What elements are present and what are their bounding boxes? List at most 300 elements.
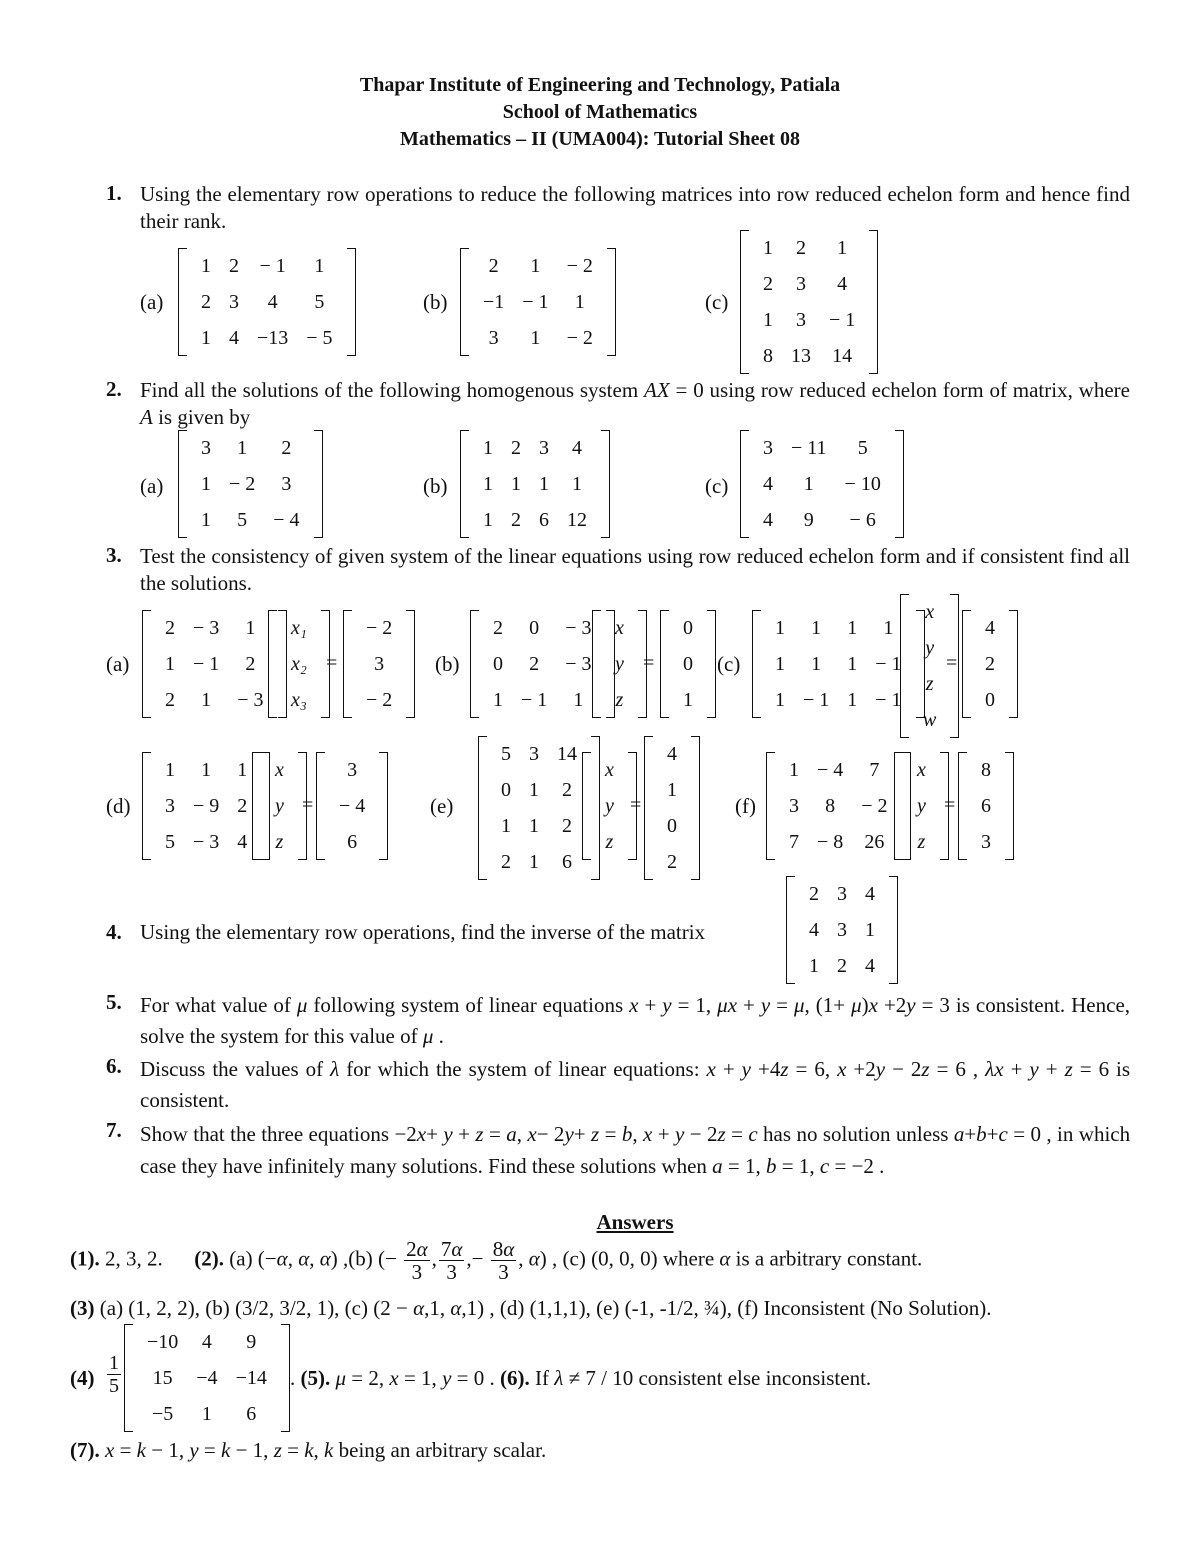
matrix-cell: 0 [683,616,693,639]
matrix-cell: 1 [201,254,211,277]
matrix-row [914,630,945,666]
matrix-cell: 2 [985,652,995,675]
matrix-cell: 1 [837,236,848,259]
matrix-row [976,682,1004,718]
q2c-label: (c) [705,474,729,498]
bracket-right [1009,610,1018,718]
matrix-row [492,844,586,880]
matrix-cell: − 1 [193,652,220,675]
q2c-matrix [740,430,904,538]
matrix-cell: 2 [796,236,806,259]
matrix-grid [484,610,601,718]
matrix-cell: − 9 [193,794,220,817]
matrix-cell: x [605,758,614,781]
matrix-cell: 5 [857,436,868,459]
matrix-grid [976,610,1004,718]
matrix-cell: 4 [237,830,248,853]
matrix-row [156,682,273,718]
matrix-cell: 1 [539,472,549,495]
matrix-row [596,752,623,788]
matrix-cell: 1 [847,652,858,675]
matrix-row [474,320,602,356]
matrix-row [914,594,945,630]
matrix-cell: −10 [147,1330,179,1353]
sheet-title: Mathematics – II (UMA004): Tutorial Sheet 08 [400,128,800,150]
q5-number: 5. [106,990,122,1014]
matrix-cell: − 3 [193,830,220,853]
q4-text: Using the elementary row operations, find the inverse of the matrix [140,920,706,944]
matrix-cell: 0 [683,652,693,675]
matrix-cell: 26 [864,830,885,853]
q3a-var-matrix [268,610,330,718]
matrix-cell: 1 [483,508,493,531]
matrix-cell: 2 [511,436,521,459]
matrix-cell: − 8 [817,830,844,853]
matrix-grid [606,610,633,718]
matrix-grid [156,610,273,718]
matrix-cell: 8 [981,758,991,781]
matrix-row [192,320,342,356]
matrix-cell: − 5 [306,326,333,349]
matrix-row [474,284,602,320]
matrix-cell: 2 [237,794,248,817]
matrix-cell: − 4 [339,794,366,817]
matrix-cell: 3 [529,742,539,765]
bracket-right [889,876,898,984]
bracket-left [460,248,469,356]
matrix-cell: w [923,708,937,731]
bracket-left [142,752,151,860]
matrix-cell: − 2 [566,326,593,349]
matrix-row [266,824,293,860]
matrix-row [780,752,897,788]
matrix-grid [282,610,316,718]
matrix-cell: x [615,616,624,639]
q7-text: Show that the three equations −2x+ y + z = a, x− 2y+ z = b, x + y − 2z = c has no solution unless a+b+c = 0 , in which case they have infinitely many solutions. Find these solutions when a = 1, b = 1, c = −2 . [140,1122,1131,1178]
q3a-equals: = [326,652,338,674]
matrix-row [972,788,1000,824]
bracket-left [316,752,325,860]
matrix-cell: 1 [201,508,211,531]
matrix-row [754,430,890,466]
q2-number: 2. [106,377,122,401]
matrix-cell: − 2 [366,616,393,639]
bracket-right [691,736,700,880]
matrix-cell: z [925,672,934,695]
matrix-cell: 4 [572,436,582,459]
matrix-cell: 0 [529,616,540,639]
matrix-row [474,430,596,466]
matrix-cell: 1 [775,652,785,675]
q3c-label: (c) [717,652,741,676]
matrix-cell: 1 [529,778,539,801]
bracket-left [958,752,967,860]
matrix-row [474,248,602,284]
matrix-row [800,876,884,912]
matrix-cell: 1 [574,290,585,313]
matrix-cell: − 1 [259,254,286,277]
q3f-equals: = [944,794,956,816]
matrix-row [766,682,911,718]
q3d-rhs-matrix [316,752,388,860]
matrix-cell: 1 [811,652,822,675]
matrix-cell: 1 [573,688,584,711]
matrix-cell: 5 [165,830,175,853]
matrix-row [606,610,633,646]
matrix-row [492,772,586,808]
matrix-cell: − 3 [237,688,264,711]
matrix-cell: 15 [152,1366,173,1389]
matrix-cell: 1 [237,436,248,459]
bracket-left [660,610,669,718]
bracket-left [592,610,601,718]
matrix-cell: − 6 [849,508,876,531]
matrix-cell: 1 [865,918,875,941]
matrix-row [606,646,633,682]
matrix-cell: 1 [165,652,175,675]
bracket-left [900,594,909,738]
q3b-var-matrix [592,610,647,718]
matrix-cell: 1 [201,688,212,711]
matrix-cell: 13 [791,344,811,367]
matrix-cell: y [917,794,926,817]
matrix-cell: 1 [201,472,211,495]
matrix-cell: 1 [201,326,211,349]
matrix-cell: 1 [775,616,785,639]
matrix-cell: 4 [763,472,773,495]
matrix-cell: 2 [809,882,819,905]
matrix-cell: 4 [865,954,875,977]
matrix-grid [357,610,401,718]
matrix-cell: 3 [165,794,175,817]
matrix-cell: 2 [245,652,256,675]
matrix-row [658,736,686,772]
bracket-left [752,610,761,718]
q1c-label: (c) [705,290,729,314]
matrix-row [156,788,256,824]
q3f-coef-matrix [766,752,911,860]
matrix-row [156,646,273,682]
matrix-cell: 6 [562,850,572,873]
q3b-label: (b) [435,652,460,676]
q7-number: 7. [106,1118,122,1142]
matrix-cell: x₂ [291,652,307,675]
matrix-cell: − 1 [803,688,830,711]
matrix-row [474,502,596,538]
q1a-label: (a) [140,290,164,314]
matrix-row [357,682,401,718]
matrix-cell: 2 [562,778,572,801]
q6-number: 6. [106,1054,122,1078]
matrix-grid [192,430,309,538]
matrix-grid [914,594,945,738]
matrix-cell: 3 [539,436,549,459]
bracket-right [281,1324,290,1432]
matrix-row [192,430,309,466]
matrix-grid [474,248,602,356]
answer-4-frac-den: 5 [109,1375,119,1397]
matrix-cell: − 11 [791,436,827,459]
matrix-row [914,702,945,738]
matrix-cell: 1 [667,778,677,801]
matrix-grid [780,752,897,860]
bracket-right [869,230,878,374]
matrix-cell: z [605,830,614,853]
matrix-row [192,248,342,284]
matrix-cell: 2 [488,254,499,277]
bracket-left [343,610,352,718]
q3f-rhs-matrix [958,752,1014,860]
matrix-row [908,752,935,788]
matrix-cell: 3 [796,308,806,331]
q2a-matrix [178,430,323,538]
answers-title: Answers [596,1210,674,1234]
bracket-right [379,752,388,860]
matrix-cell: 4 [837,272,848,295]
matrix-grid [754,430,890,538]
matrix-grid [474,430,596,538]
matrix-cell: 2 [763,272,773,295]
matrix-row [674,682,702,718]
matrix-cell: 8 [763,344,773,367]
matrix-cell: 1 [529,850,539,873]
matrix-cell: 1 [529,814,539,837]
matrix-row [357,646,401,682]
matrix-grid [754,230,864,374]
matrix-grid [492,736,586,880]
q1a-matrix [178,248,356,356]
matrix-cell: 3 [281,472,292,495]
matrix-row [596,824,623,860]
matrix-cell: 2 [229,254,239,277]
bracket-left [178,248,187,356]
matrix-grid [330,752,374,860]
matrix-row [484,682,601,718]
matrix-cell: 4 [985,616,995,639]
q2a-label: (a) [140,474,164,498]
q1-text: Using the elementary row operations to reduce the following matrices into row reduced echelon form and hence find their rank. [140,182,1130,233]
matrix-cell: 1 [530,254,541,277]
q3c-rhs-matrix [962,610,1018,718]
q1b-label: (b) [423,290,448,314]
matrix-cell: 6 [981,794,991,817]
matrix-cell: 2 [667,850,677,873]
matrix-row [330,752,374,788]
q3a-rhs-matrix [343,610,415,718]
matrix-cell: z [615,688,624,711]
matrix-cell: 9 [803,508,814,531]
matrix-cell: 2 [529,652,540,675]
matrix-cell: − 3 [565,652,592,675]
matrix-row [976,646,1004,682]
q1-number: 1. [106,181,122,205]
matrix-row [266,752,293,788]
matrix-cell: 3 [201,436,211,459]
matrix-cell: z [917,830,926,853]
matrix-row [282,646,316,682]
bracket-right [707,610,716,718]
matrix-cell: 6 [539,508,549,531]
matrix-cell: 1 [883,616,894,639]
bracket-left [460,430,469,538]
matrix-row [976,610,1004,646]
q4-matrix [786,876,898,984]
bracket-right [895,430,904,538]
matrix-cell: 0 [501,778,511,801]
bracket-left [786,876,795,984]
matrix-row [674,610,702,646]
matrix-cell: 7 [789,830,799,853]
matrix-row [492,808,586,844]
matrix-cell: 2 [165,688,175,711]
matrix-grid [156,752,256,860]
answer-4-fraction [105,1352,123,1397]
matrix-grid [192,248,342,356]
q3b-rhs-matrix [660,610,716,718]
matrix-row [908,788,935,824]
matrix-cell: − 1 [521,688,548,711]
bracket-left [178,430,187,538]
matrix-cell: 0 [985,688,995,711]
matrix-grid [674,610,702,718]
matrix-row [914,666,945,702]
matrix-row [658,772,686,808]
matrix-row [972,824,1000,860]
q3-number: 3. [106,543,122,567]
matrix-row [674,646,702,682]
bracket-right [607,248,616,356]
bracket-left [470,610,479,718]
matrix-cell: 4 [267,290,278,313]
matrix-cell: − 1 [522,290,549,313]
q6-text: Discuss the values of λ for which the system of linear equations: x + y +4z = 6, x +2y − 2z = 6 , λx + y + z = 6 is consistent. [140,1057,1131,1112]
matrix-row [138,1360,276,1396]
matrix-cell: 4 [763,508,773,531]
bracket-right [347,248,356,356]
q3f-label: (f) [735,794,756,818]
matrix-cell: 1 [811,616,822,639]
q3c-coef-matrix [752,610,925,718]
q2b-matrix [460,430,610,538]
matrix-cell: − 2 [861,794,888,817]
matrix-row [192,466,309,502]
matrix-cell: 5 [237,508,248,531]
matrix-row [754,502,890,538]
matrix-cell: 1 [201,758,212,781]
matrix-cell: 1 [201,1402,212,1425]
matrix-cell: 2 [837,954,847,977]
matrix-grid [800,876,884,984]
matrix-cell: 4 [865,882,875,905]
matrix-cell: − 10 [844,472,881,495]
matrix-row [474,466,596,502]
matrix-cell: −1 [483,290,505,313]
matrix-cell: y [925,636,935,659]
bracket-right [601,430,610,538]
answer-4-label: (4) [70,1366,95,1390]
q3b-equals: = [643,652,655,674]
matrix-grid [596,752,623,860]
matrix-cell: 1 [809,954,819,977]
matrix-cell: 1 [511,472,521,495]
matrix-row [484,646,601,682]
matrix-row [192,502,309,538]
matrix-cell: 1 [775,688,785,711]
matrix-cell: 4 [667,742,677,765]
answer-line-1-2: (1). 2, 3, 2. (2). (a) (−α, α, α) ,(b) (− $\frac{2\alpha}{3}$ , $\frac{7\alpha}{3}$ ,− $\frac{8\alpha}{3}$ , α) , (c) (0, 0, 0) where α is a arbitrary constant. [70,1237,923,1284]
bracket-left [740,230,749,374]
matrix-cell: 0 [667,814,677,837]
matrix-grid [266,752,293,860]
matrix-row [800,912,884,948]
matrix-cell: − 3 [193,616,220,639]
q1c-matrix [740,230,878,374]
bracket-left [894,752,903,860]
matrix-row [658,844,686,880]
matrix-cell: 1 [572,472,582,495]
q1b-matrix [460,248,616,356]
matrix-grid [658,736,686,880]
q3d-var-matrix [252,752,307,860]
bracket-left [740,430,749,538]
matrix-cell: x [275,758,284,781]
matrix-row [357,610,401,646]
bracket-left [582,752,591,860]
matrix-cell: 2 [165,616,175,639]
q3d-equals: = [302,794,314,816]
matrix-row [766,610,911,646]
matrix-cell: 3 [229,290,239,313]
q3e-equals: = [630,794,642,816]
matrix-row [192,284,342,320]
bracket-left [142,610,151,718]
matrix-cell: − 2 [229,472,256,495]
matrix-row [972,752,1000,788]
school-title: School of Mathematics [502,101,698,123]
matrix-cell: 1 [165,758,175,781]
bracket-left [962,610,971,718]
matrix-cell: 9 [246,1330,257,1353]
matrix-cell: 1 [530,326,541,349]
matrix-cell: y [275,794,284,817]
bracket-left [252,752,261,860]
matrix-cell: x [925,600,935,623]
matrix-cell: − 2 [566,254,593,277]
answer-line-7: (7). x = k − 1, y = k − 1, z = k, k being an arbitrary scalar. [70,1438,547,1462]
matrix-cell: 2 [511,508,521,531]
matrix-row [766,646,911,682]
matrix-cell: 3 [763,436,773,459]
matrix-cell: 2 [562,814,572,837]
matrix-cell: 12 [567,508,587,531]
q3c-equals: = [946,652,958,674]
matrix-cell: 3 [796,272,806,295]
matrix-cell: 0 [493,652,503,675]
matrix-grid [908,752,935,860]
matrix-cell: 4 [809,918,819,941]
q3d-label: (d) [106,794,131,818]
matrix-cell: 1 [245,616,256,639]
matrix-cell: 1 [237,758,248,781]
bracket-left [124,1324,133,1432]
q3e-var-matrix [582,752,637,860]
matrix-row [156,610,273,646]
matrix-row [908,824,935,860]
answer-4-matrix [124,1324,290,1432]
q5-text: For what value of μ following system of linear equations x + y = 1, μx + y = μ, (1+ μ)x +2y = 3 is consistent. Hence, solve the system for this value of μ . [140,993,1131,1048]
bracket-left [766,752,775,860]
matrix-row [330,788,374,824]
